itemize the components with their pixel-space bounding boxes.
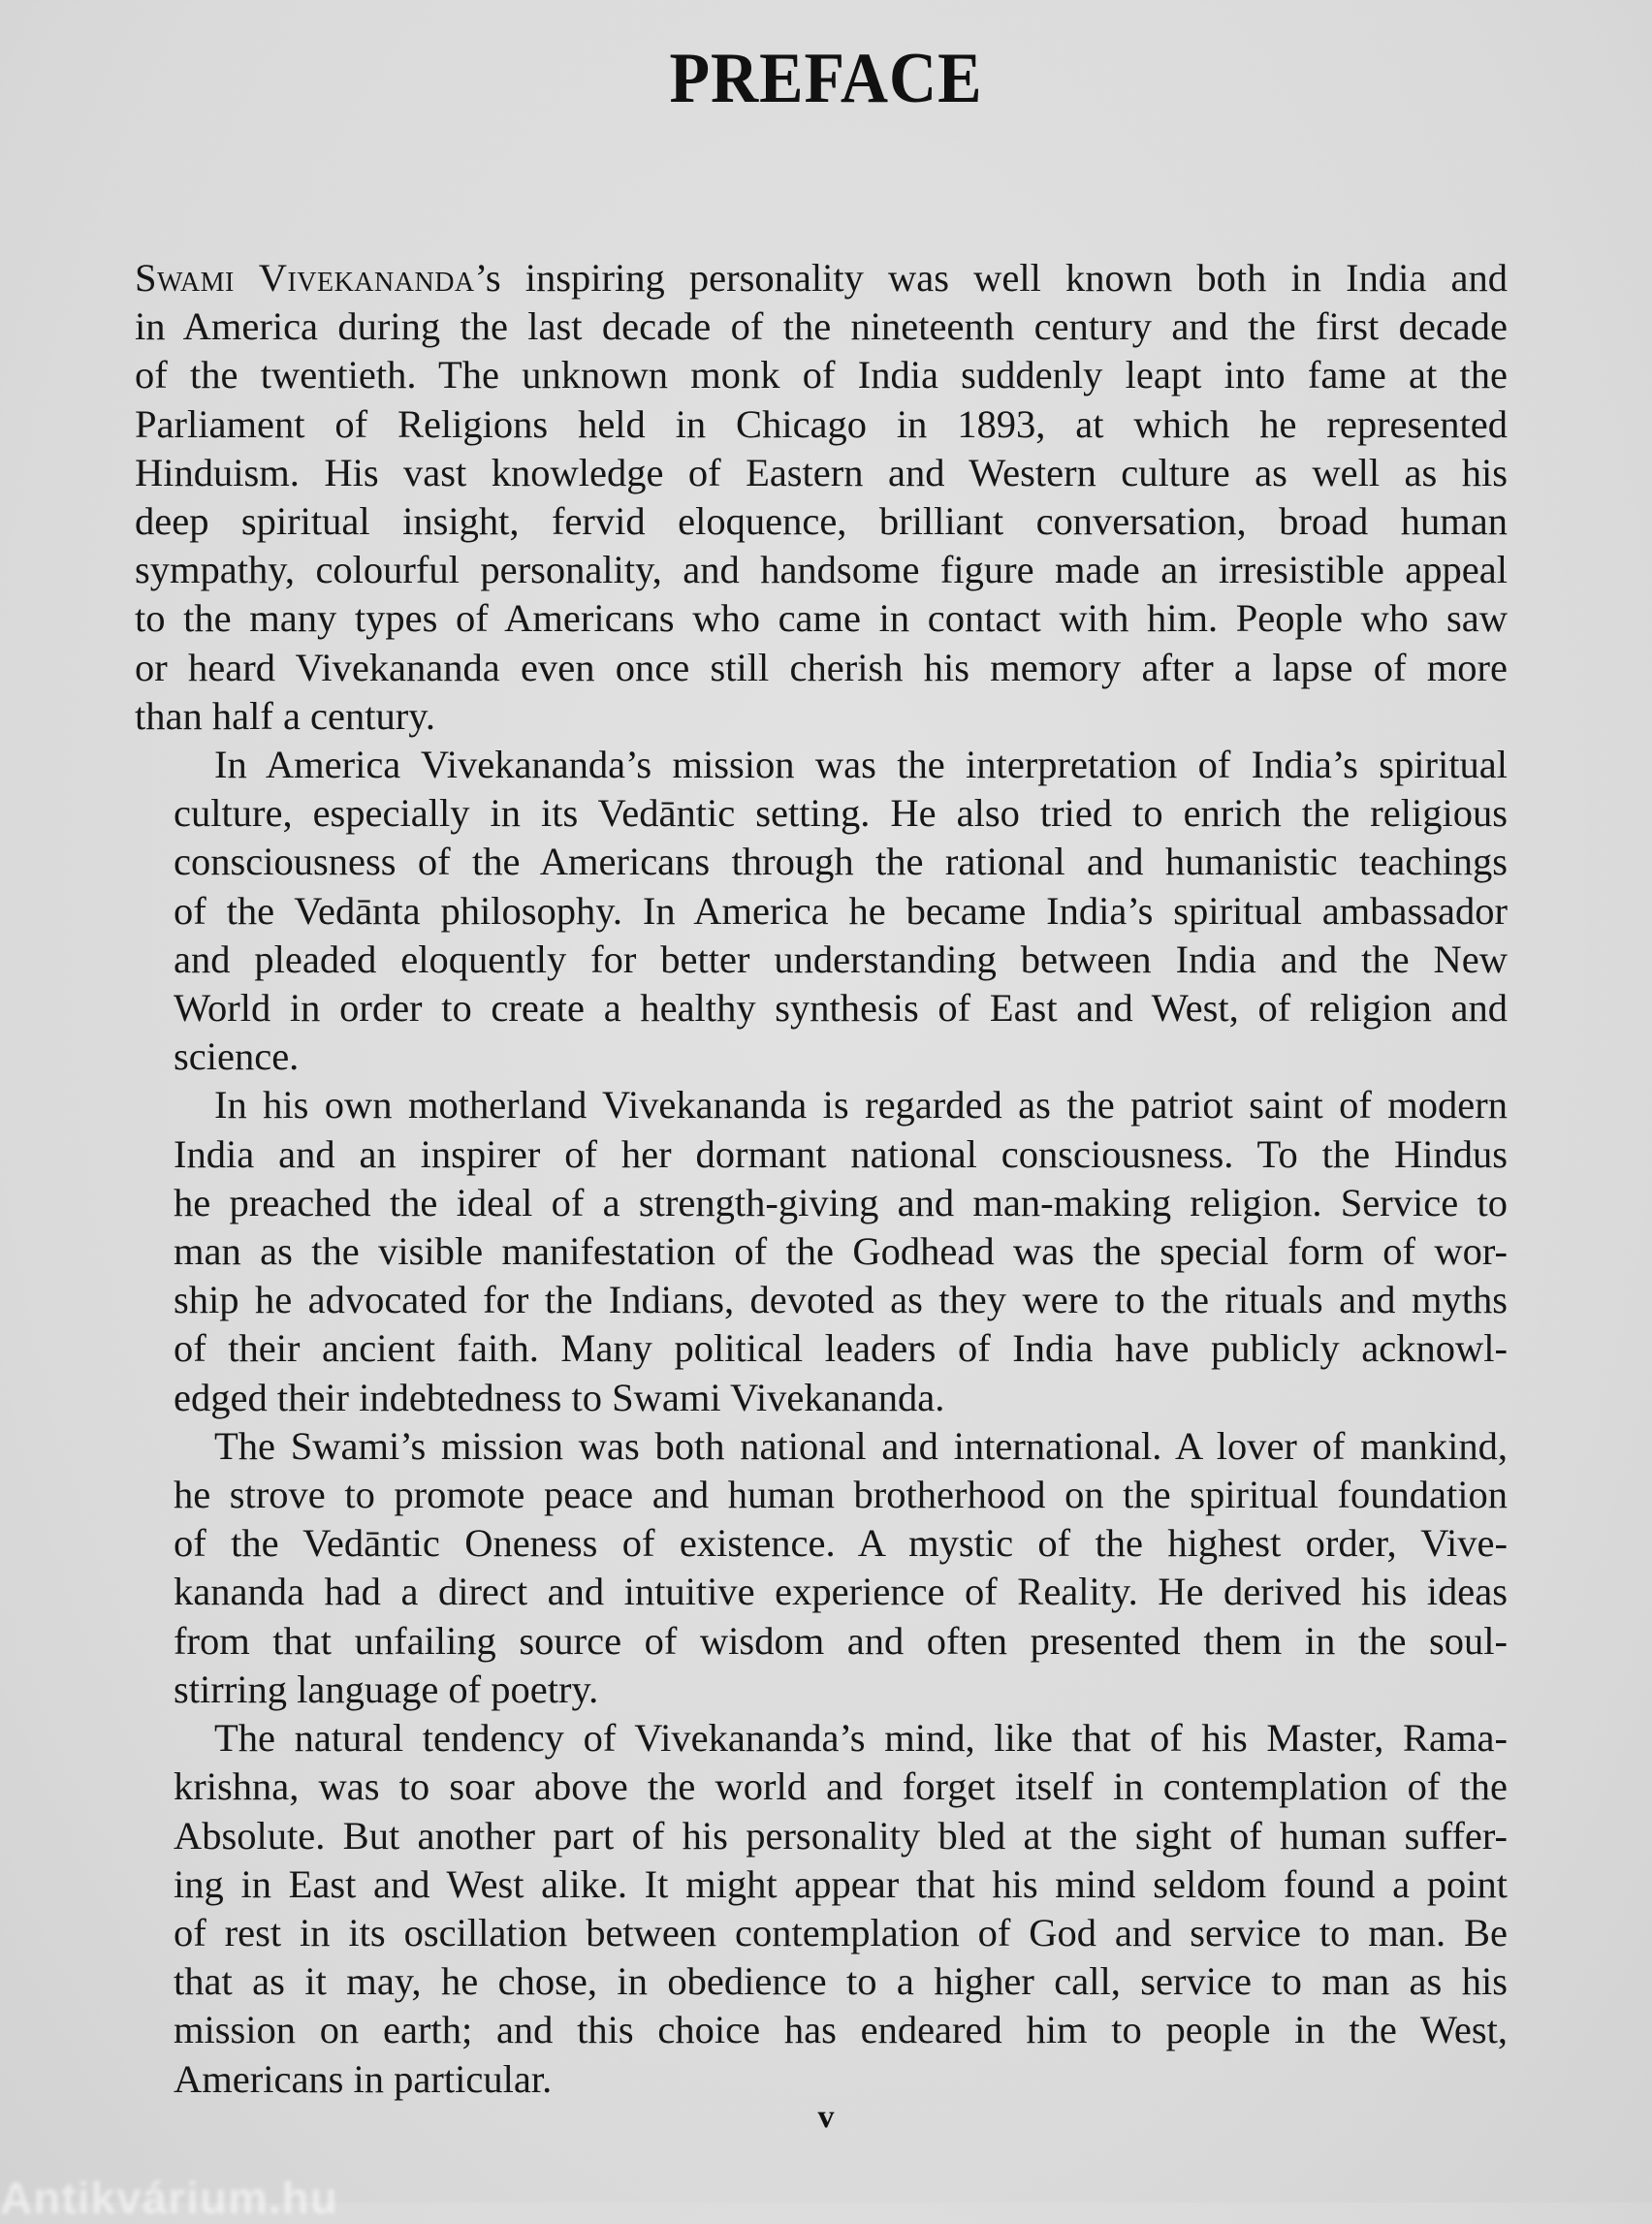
- paragraph-1: [135, 254, 1508, 741]
- text-line: culture, especially in its Vedāntic setting. He also tried to enrich the religious: [174, 791, 1508, 836]
- text-line: In his own motherland Vivekananda is regarded as the patriot saint of modern: [214, 1083, 1508, 1128]
- text-line: deep spiritual insight, fervid eloquence, brilliant conversation, broad human: [135, 499, 1508, 544]
- text-line: in America during the last decade of the nineteenth century and the first decade: [135, 304, 1508, 349]
- text-line: consciousness of the Americans through the rational and humanistic teachings: [174, 840, 1508, 884]
- text-line: kananda had a direct and intuitive experience of Reality. He derived his ideas: [174, 1570, 1508, 1614]
- text-line: The natural tendency of Vivekananda’s mind, like that of his Master, Rama-: [214, 1716, 1508, 1761]
- text-line: sympathy, colourful personality, and handsome figure made an irresistible appeal: [135, 548, 1508, 592]
- paragraph-2: [135, 741, 1508, 1081]
- page-title: PREFACE: [669, 39, 983, 118]
- paragraph-4: [135, 1422, 1508, 1714]
- text-line: stirring language of poetry.: [174, 1667, 599, 1711]
- text-line: Swami Vivekananda’s inspiring personality was well known both in India and: [135, 256, 1508, 300]
- page-number: v: [817, 2099, 835, 2135]
- text-line: from that unfailing source of wisdom and often presented them in the soul-: [174, 1618, 1508, 1663]
- text-line: of the Vedāntic Oneness of existence. A mystic of the highest order, Vive-: [174, 1521, 1508, 1566]
- text-line: Americans in particular.: [174, 2056, 553, 2101]
- paragraph-5: [135, 1714, 1508, 2104]
- text-line: of the twentieth. The unknown monk of India suddenly leapt into fame at the: [135, 353, 1508, 397]
- text-line: ship he advocated for the Indians, devoted as they were to the rituals and myths: [174, 1278, 1508, 1322]
- watermark: Antikvárium.hu: [0, 2173, 338, 2223]
- preface-body: [135, 254, 1508, 2104]
- author-name-smallcaps: Swami Vivekananda: [135, 256, 475, 300]
- text-line: India and an inspirer of her dormant national consciousness. To the Hindus: [174, 1131, 1508, 1176]
- text-line: science.: [174, 1034, 300, 1079]
- text-line: of the Vedānta philosophy. In America he became India’s spiritual ambassador: [174, 888, 1508, 933]
- text-line: Hinduism. His vast knowledge of Eastern and Western culture as well as his: [135, 450, 1508, 494]
- text-line: of their ancient faith. Many political leaders of India have publicly acknowl-: [174, 1326, 1508, 1371]
- text-line: The Swami’s mission was both national and international. A lover of mankind,: [214, 1423, 1508, 1468]
- text-line: he strove to promote peace and human brotherhood on the spiritual foundation: [174, 1473, 1508, 1517]
- text-line: to the many types of Americans who came in contact with him. People who saw: [135, 596, 1508, 641]
- text-line: krishna, was to soar above the world and forget itself in contemplation of the: [174, 1764, 1508, 1809]
- text-line: edged their indebtedness to Swami Vivekananda.: [174, 1375, 945, 1419]
- text-line: Parliament of Religions held in Chicago in 1893, at which he represented: [135, 401, 1508, 446]
- text-line: than half a century.: [135, 693, 435, 738]
- text-line: that as it may, he chose, in obedience to a higher call, service to man as his: [174, 1959, 1508, 2004]
- text-line: or heard Vivekananda even once still cherish his memory after a lapse of more: [135, 645, 1508, 689]
- text-line: mission on earth; and this choice has endeared him to people in the West,: [174, 2008, 1508, 2052]
- text-line: of rest in its oscillation between contemplation of God and service to man. Be: [174, 1910, 1508, 1954]
- text-line: and pleaded eloquently for better understanding between India and the New: [174, 937, 1508, 981]
- text-line: he preached the ideal of a strength-giving and man-making religion. Service to: [174, 1180, 1508, 1224]
- text-line: In America Vivekananda’s mission was the interpretation of India’s spiritual: [214, 743, 1508, 787]
- text-line: Absolute. But another part of his personality bled at the sight of human suffer-: [174, 1813, 1508, 1858]
- paragraph-3: [135, 1081, 1508, 1421]
- text-line: man as the visible manifestation of the Godhead was the special form of wor-: [174, 1229, 1508, 1274]
- text-line: World in order to create a healthy synthesis of East and West, of religion and: [174, 986, 1508, 1031]
- text-line: ing in East and West alike. It might appear that his mind seldom found a point: [174, 1861, 1508, 1906]
